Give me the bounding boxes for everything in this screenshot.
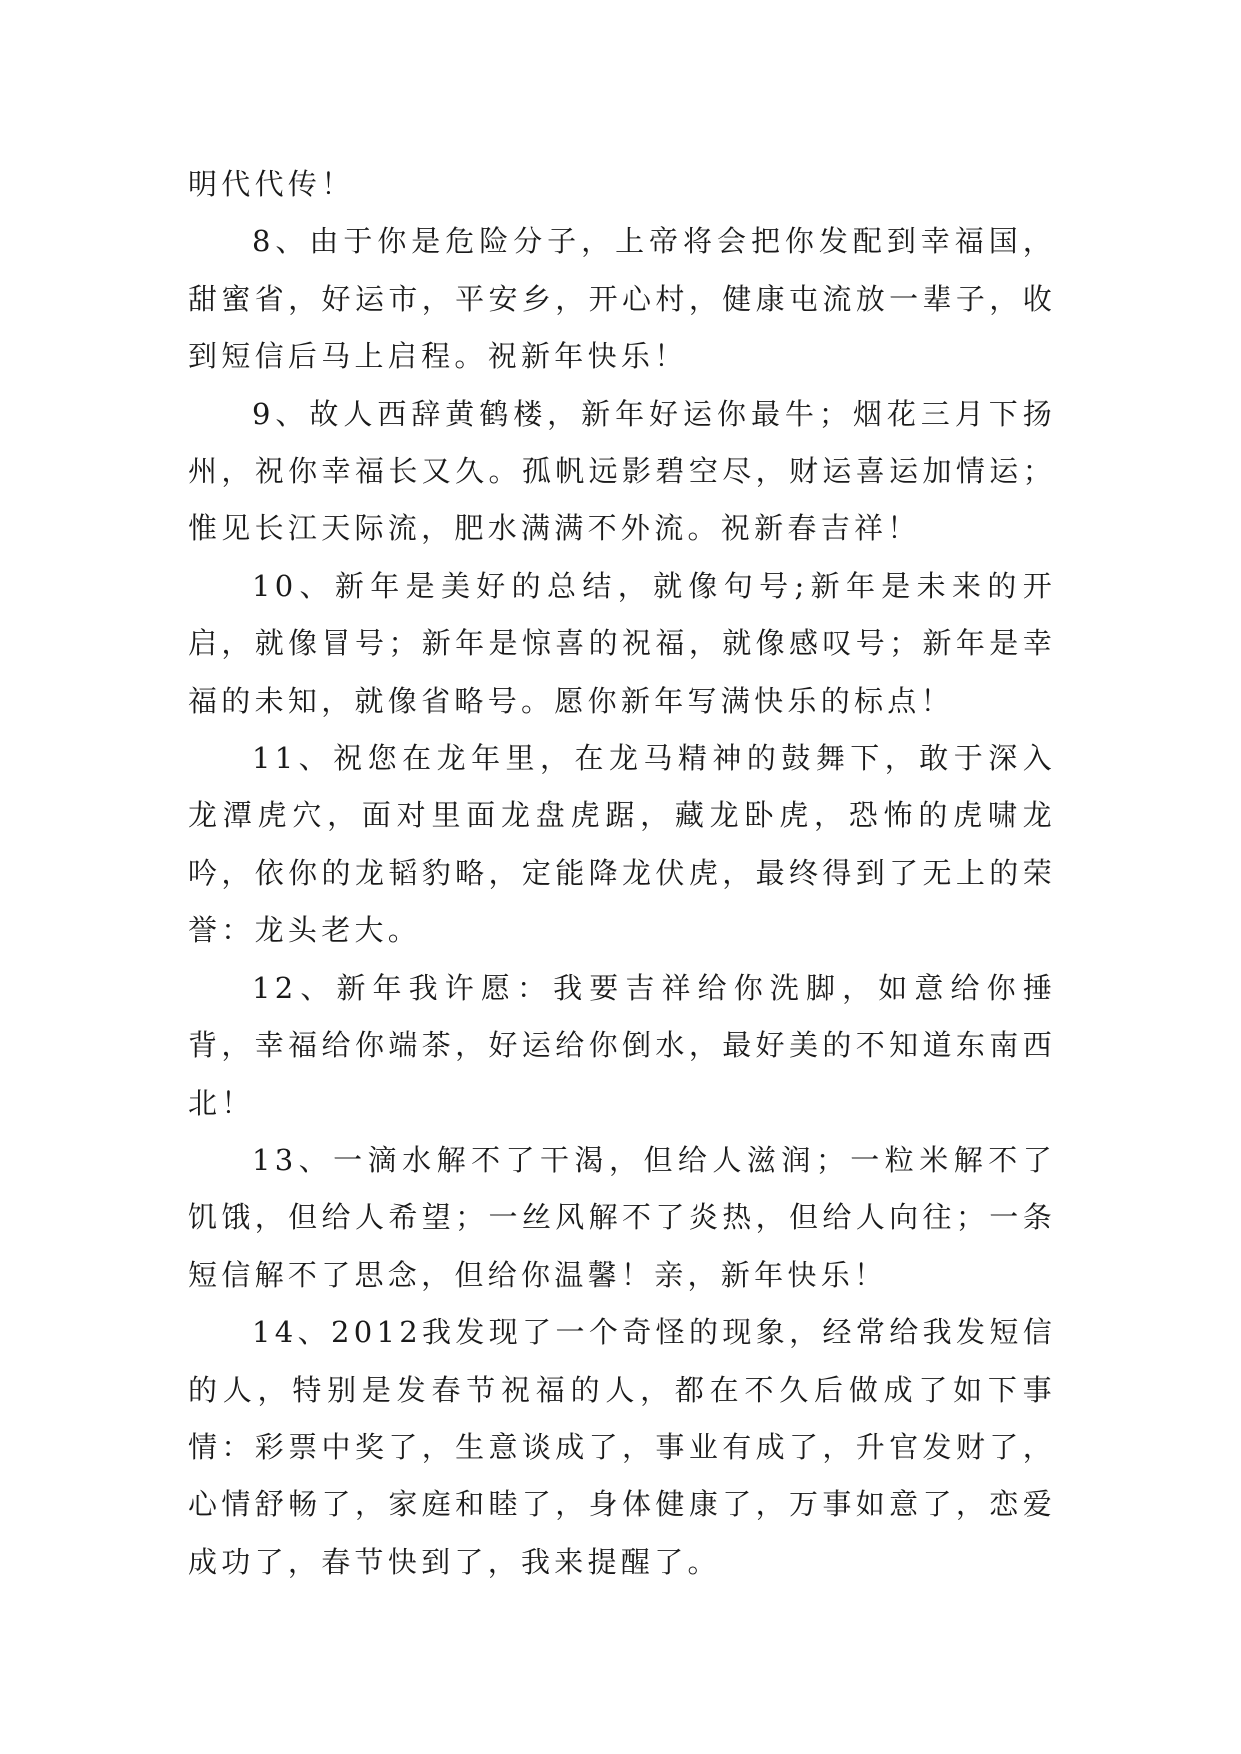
paragraph-7-tail: 明代代传！: [188, 167, 355, 201]
paragraph-12: 12、新年我许愿：我要吉祥给你洗脚，如意给你捶背，幸福给你端茶，好运给你倒水，最好美的不知道东南西北！: [188, 970, 1056, 1120]
paragraph-8: 8、由于你是危险分子，上帝将会把你发配到幸福国，甜蜜省，好运市，平安乡，开心村，健康屯流放一辈子，收到短信后马上启程。祝新年快乐！: [188, 224, 1056, 374]
paragraph-11: 11、祝您在龙年里，在龙马精神的鼓舞下，敢于深入龙潭虎穴，面对里面龙盘虎踞，藏龙卧虎，恐怖的虎啸龙吟，依你的龙韬豹略，定能降龙伏虎，最终得到了无上的荣誉：龙头老大。: [188, 741, 1056, 948]
document-body: [188, 156, 1056, 1591]
paragraph-10: 10、新年是美好的总结，就像句号;新年是未来的开启，就像冒号；新年是惊喜的祝福，就像感叹号；新年是幸福的未知，就像省略号。愿你新年写满快乐的标点！: [188, 568, 1056, 718]
paragraph-14: 14、2012我发现了一个奇怪的现象，经常给我发短信的人，特别是发春节祝福的人，都在不久后做成了如下事情：彩票中奖了，生意谈成了，事业有成了，升官发财了，心情舒畅了，家庭和睦了，身体健康了，万事如意了，恋爱成功了，春节快到了，我来提醒了。: [188, 1315, 1056, 1579]
paragraph-9: 9、故人西辞黄鹤楼，新年好运你最牛；烟花三月下扬州，祝你幸福长又久。孤帆远影碧空尽，财运喜运加情运；惟见长江天际流，肥水满满不外流。祝新春吉祥！: [188, 396, 1056, 546]
paragraph-13: 13、一滴水解不了干渴，但给人滋润；一粒米解不了饥饿，但给人希望；一丝风解不了炎热，但给人向往；一条短信解不了思念，但给你温馨！亲，新年快乐！: [188, 1142, 1056, 1292]
